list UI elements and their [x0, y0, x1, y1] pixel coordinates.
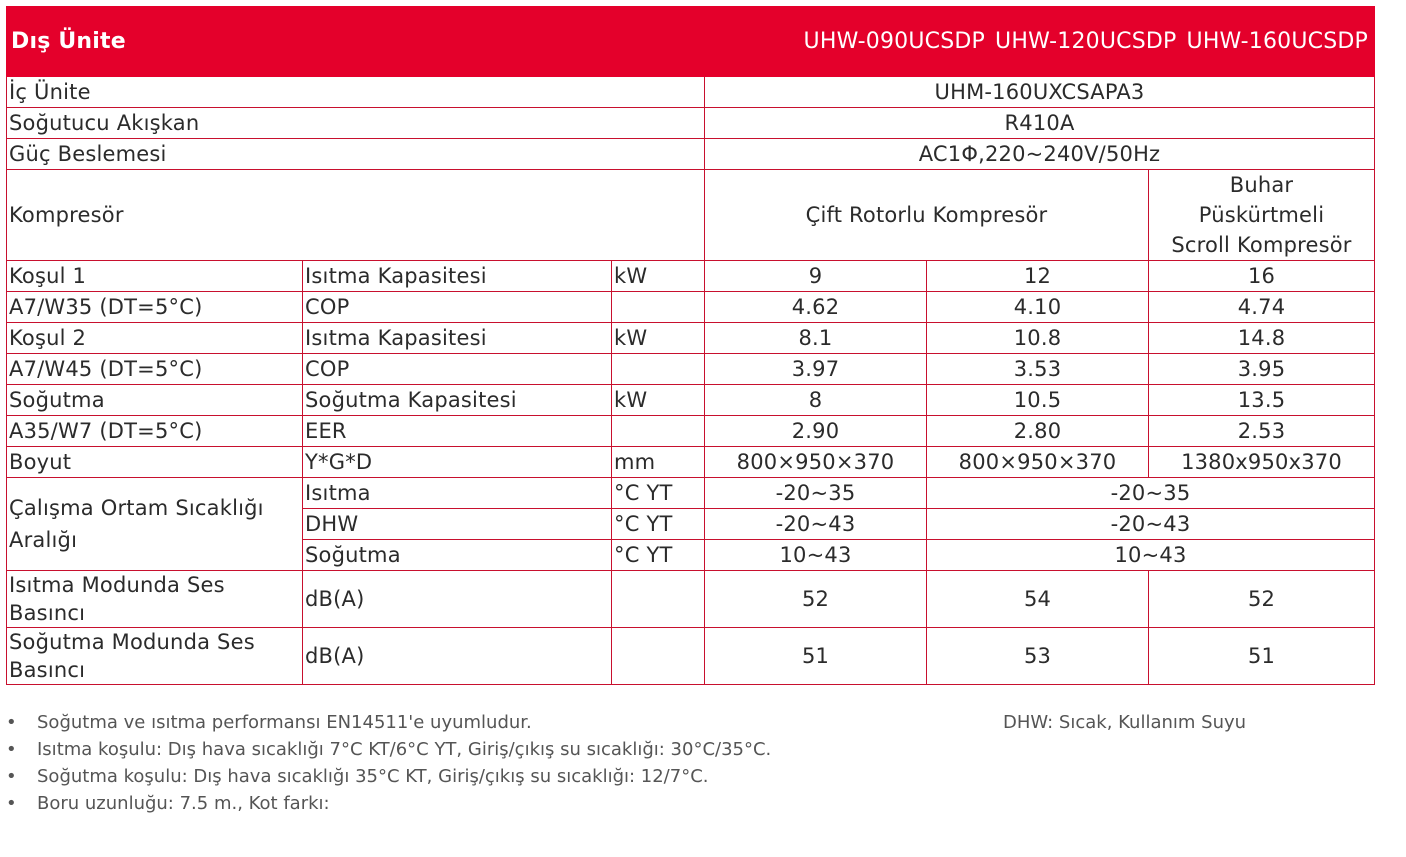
compressor-row: [7, 170, 1375, 261]
power-row: [7, 139, 1375, 170]
refrigerant-value: R410A: [705, 108, 1375, 139]
noise-cool-label: Soğutma Modunda Ses Basıncı: [7, 628, 303, 685]
cond2-cap-2: 10.8: [927, 323, 1149, 354]
ambient-heat-label: Isıtma: [303, 478, 612, 509]
note-item: [6, 790, 1374, 817]
ambient-label: Çalışma Ortam Sıcaklığı Aralığı: [7, 478, 303, 571]
header-row: [7, 7, 1375, 77]
cond2-cap-row: [7, 323, 1375, 354]
note-item: [6, 763, 1374, 790]
ambient-heat-1: -20~35: [705, 478, 927, 509]
size-unit: mm: [612, 447, 705, 478]
note-item: [6, 709, 1374, 736]
indoor-row: [7, 77, 1375, 108]
model-1: UHW-090UCSDP: [803, 29, 986, 54]
cooling-cap-3: 13.5: [1149, 385, 1375, 416]
bullet-icon: •: [6, 793, 17, 814]
ambient-heat-unit: °C YT: [612, 478, 705, 509]
refrigerant-row: [7, 108, 1375, 139]
empty-unit: [612, 416, 705, 447]
cond1-cap-label: Isıtma Kapasitesi: [303, 261, 612, 292]
cond2-label: Koşul 2: [7, 323, 303, 354]
cooling-eer-3: 2.53: [1149, 416, 1375, 447]
ambient-cool-unit: °C YT: [612, 540, 705, 571]
cond1-sub: A7/W35 (DT=5°C): [7, 292, 303, 323]
cond2-sub: A7/W45 (DT=5°C): [7, 354, 303, 385]
noise-heat-unit: dB(A): [303, 571, 612, 628]
cooling-sub: A35/W7 (DT=5°C): [7, 416, 303, 447]
ambient-dhw-label: DHW: [303, 509, 612, 540]
noise-heat-2: 54: [927, 571, 1149, 628]
dhw-note: DHW: Sıcak, Kullanım Suyu: [1003, 712, 1247, 733]
cond2-cop-2: 3.53: [927, 354, 1149, 385]
cooling-cap-label: Soğutma Kapasitesi: [303, 385, 612, 416]
ambient-dhw-2: -20~43: [927, 509, 1375, 540]
model-2: UHW-120UCSDP: [995, 29, 1177, 54]
cond2-cap-label: Isıtma Kapasitesi: [303, 323, 612, 354]
cooling-eer-row: [7, 416, 1375, 447]
ambient-dhw-unit: °C YT: [612, 509, 705, 540]
power-value: AC1Φ,220~240V/50Hz: [705, 139, 1375, 170]
note-text: Soğutma koşulu: Dış hava sıcaklığı 35°C KT, Giriş/çıkış su sıcaklığı: 12/7°C.: [37, 766, 709, 787]
cooling-cap-2: 10.5: [927, 385, 1149, 416]
cond2-cop-3: 3.95: [1149, 354, 1375, 385]
bullet-icon: •: [6, 766, 17, 787]
cond1-cap-unit: kW: [612, 261, 705, 292]
cooling-eer-2: 2.80: [927, 416, 1149, 447]
noise-heat-3: 52: [1149, 571, 1375, 628]
cond1-cap-row: [7, 261, 1375, 292]
bullet-icon: •: [6, 739, 17, 760]
size-1: 800×950×370: [705, 447, 927, 478]
cond1-cap-2: 12: [927, 261, 1149, 292]
bullet-icon: •: [6, 712, 17, 733]
size-2: 800×950×370: [927, 447, 1149, 478]
cooling-eer-1: 2.90: [705, 416, 927, 447]
cond2-cap-1: 8.1: [705, 323, 927, 354]
noise-heat-1: 52: [705, 571, 927, 628]
compressor-twin: Çift Rotorlu Kompresör: [705, 170, 1149, 261]
ambient-cool-label: Soğutma: [303, 540, 612, 571]
cond1-cap-1: 9: [705, 261, 927, 292]
cond2-cap-3: 14.8: [1149, 323, 1375, 354]
cond1-cop-3: 4.74: [1149, 292, 1375, 323]
ambient-cool-2: 10~43: [927, 540, 1375, 571]
indoor-value: UHM-160UXCSAPA3: [705, 77, 1375, 108]
ambient-heat-2: -20~35: [927, 478, 1375, 509]
cond2-cop-1: 3.97: [705, 354, 927, 385]
compressor-label: Kompresör: [7, 170, 705, 261]
cooling-label: Soğutma: [7, 385, 303, 416]
scroll-line-1: Buhar: [1229, 173, 1294, 197]
note-item: [6, 736, 1374, 763]
cooling-eer-label: EER: [303, 416, 612, 447]
noise-heat-label: Isıtma Modunda Ses Basıncı: [7, 571, 303, 628]
note-text: Isıtma koşulu: Dış hava sıcaklığı 7°C KT/6°C YT, Giriş/çıkış su sıcaklığı: 30°C/35°C.: [37, 739, 772, 760]
empty-unit: [612, 292, 705, 323]
ambient-dhw-1: -20~43: [705, 509, 927, 540]
noise-cool-1: 51: [705, 628, 927, 685]
size-sub: Y*G*D: [303, 447, 612, 478]
note-text: Boru uzunluğu: 7.5 m., Kot farkı:: [37, 793, 330, 814]
model-3: UHW-160UCSDP: [1186, 29, 1368, 54]
spec-table: [6, 6, 1375, 685]
cond2-cap-unit: kW: [612, 323, 705, 354]
scroll-line-3: Scroll Kompresör: [1171, 233, 1352, 257]
cond1-cop-label: COP: [303, 292, 612, 323]
cooling-cap-unit: kW: [612, 385, 705, 416]
empty-unit: [612, 571, 705, 628]
noise-cool-2: 53: [927, 628, 1149, 685]
cooling-cap-row: [7, 385, 1375, 416]
power-label: Güç Beslemesi: [7, 139, 705, 170]
cond1-label: Koşul 1: [7, 261, 303, 292]
scroll-line-2: Püskürtmeli: [1198, 203, 1325, 227]
cond2-cop-label: COP: [303, 354, 612, 385]
cond2-cop-row: [7, 354, 1375, 385]
noise-cool-unit: dB(A): [303, 628, 612, 685]
cooling-cap-1: 8: [705, 385, 927, 416]
refrigerant-label: Soğutucu Akışkan: [7, 108, 705, 139]
size-3: 1380x950x370: [1149, 447, 1375, 478]
empty-unit: [612, 354, 705, 385]
cond1-cap-3: 16: [1149, 261, 1375, 292]
note-text: Soğutma ve ısıtma performansı EN14511'e uyumludur.: [37, 712, 532, 733]
empty-unit: [612, 628, 705, 685]
model-names: [705, 7, 1375, 77]
size-row: [7, 447, 1375, 478]
ambient-cool-1: 10~43: [705, 540, 927, 571]
noise-cool-row: [7, 628, 1375, 685]
cond1-cop-row: [7, 292, 1375, 323]
cond1-cop-1: 4.62: [705, 292, 927, 323]
noise-heat-row: [7, 571, 1375, 628]
size-label: Boyut: [7, 447, 303, 478]
noise-cool-3: 51: [1149, 628, 1375, 685]
page-title: Dış Ünite: [7, 7, 705, 77]
ambient-heat-row: [7, 478, 1375, 509]
cond1-cop-2: 4.10: [927, 292, 1149, 323]
compressor-scroll: [1149, 170, 1375, 261]
footnotes: [6, 709, 1374, 817]
indoor-label: İç Ünite: [7, 77, 705, 108]
